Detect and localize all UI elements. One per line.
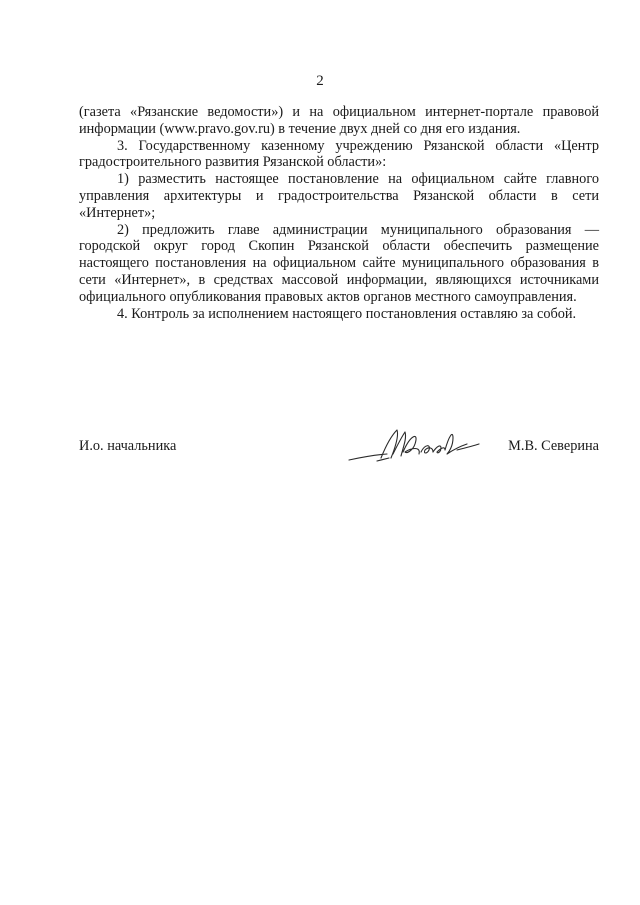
paragraph-subitem-1: 1) разместить настоящее постановление на официальном сайте главного управления архитектуры и градостроительства Рязанской области в сети «Интернет»; xyxy=(79,171,599,221)
signatory-name: М.В. Северина xyxy=(508,438,599,454)
paragraph-item-3: 3. Государственному казенному учреждению Рязанской области «Центр градостроительного развития Рязанской области»: xyxy=(79,137,599,171)
handwritten-signature xyxy=(341,424,491,468)
paragraph-continuation: (газета «Рязанские ведомости») и на официальном интернет-портале правовой информации (www.pravo.gov.ru) в течение двух дней со дня его издания. xyxy=(79,104,599,137)
page-number: 2 xyxy=(316,73,324,89)
paragraph-item-4: 4. Контроль за исполнением настоящего постановления оставляю за собой. xyxy=(117,305,577,322)
document-body xyxy=(79,104,599,322)
signature-block xyxy=(79,424,599,474)
paragraph-subitem-2: 2) предложить главе администрации муниципального образования — городской округ город Скопин Рязанской области обеспечить размещение настоящего постановления на официальном сайте муниципального образования в сети «Интернет», в средствах массовой информации, являющихся источниками официального опубликования правовых актов органов местного самоуправления. xyxy=(79,221,599,305)
signatory-position: И.о. начальника xyxy=(79,438,177,454)
